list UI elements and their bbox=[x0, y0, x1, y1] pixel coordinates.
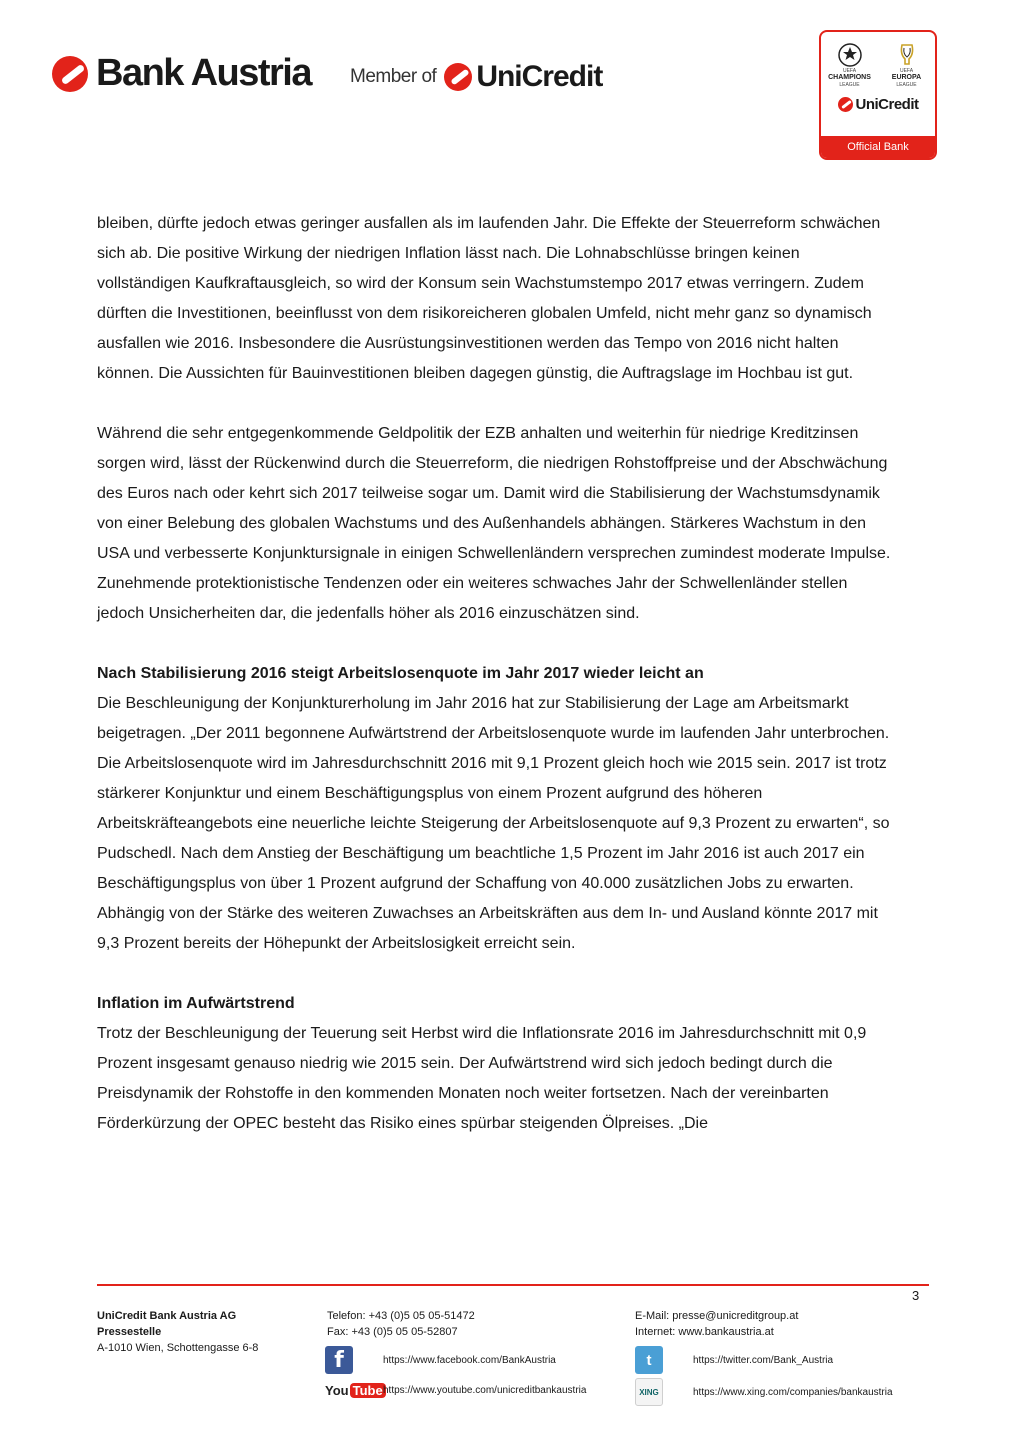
twitter-link[interactable] bbox=[635, 1346, 833, 1374]
internet: Internet: www.bankaustria.at bbox=[635, 1326, 774, 1338]
page-header bbox=[0, 0, 1018, 180]
member-of-unicredit bbox=[350, 60, 602, 94]
europa-label: EUROPA bbox=[891, 74, 922, 81]
europa-league-logo bbox=[881, 42, 933, 88]
xing-link[interactable] bbox=[635, 1378, 893, 1406]
paragraph: bleiben, dürfte jedoch etwas geringer ausfallen als im laufenden Jahr. Die Effekte der Steuerreform schwächen sich ab. Die positive Wirkung der niedrigen Inflation lässt nach. Die Lohnabschlüsse bringen keinen vollständigen Kaufkraftausgleich, so wird der Konsum sein Wachstumstempo 2017 etwas verringern. Zudem dürften die Investitionen, beeinflusst von dem risikoreicheren globalen Umfeld, nicht mehr ganz so dynamisch ausfallen wie 2016. Insbesondere die Ausrüstungsinvestitionen werden das Tempo von 2016 nicht halten können. Die Aussichten für Bauinvestitionen bleiben dagegen günstig, die Auftragslage im Hochbau ist gut. bbox=[97, 215, 881, 382]
xing-icon[interactable]: XING bbox=[635, 1378, 663, 1406]
youtube-url[interactable]: https://www.youtube.com/unicreditbankaustria bbox=[383, 1384, 587, 1396]
footer-divider bbox=[97, 1284, 929, 1286]
youtube-link[interactable] bbox=[325, 1379, 586, 1401]
paragraph: Während die sehr entgegenkommende Geldpolitik der EZB anhalten und weiterhin für niedrige Kreditzinsen sorgen wird, lässt der Rückenwind durch die Steuerreform, die niedrigen Rohstoffpreise und der Abschwächung des Euros nach oder kehrt sich 2017 teilweise sogar um. Damit wird die Stabilisierung der Wachstumsdynamik von einer Belebung des globalen Wachstums und des Außenhandels abhängen. Stärkeres Wachstum in den USA und verbesserte Konjunktursignale in einigen Schwellenländern versprechen zumindest moderate Impulse. Zunehmende protektionistische Tendenzen oder ein weiteres schwaches Jahr der Schwellenländer stellen jedoch Unsicherheiten dar, die jedenfalls höher als 2016 einzuschätzen sind. bbox=[97, 425, 891, 622]
footer-contact bbox=[635, 1308, 798, 1340]
unicredit-logo-icon bbox=[838, 97, 853, 112]
brand-name: Bank Austria bbox=[96, 52, 311, 94]
footer-phone bbox=[327, 1308, 475, 1340]
facebook-icon[interactable]: f bbox=[325, 1346, 353, 1374]
starball-icon bbox=[837, 42, 863, 68]
uefa-label: UEFA bbox=[842, 68, 857, 74]
page-number: 3 bbox=[912, 1288, 920, 1303]
unicredit-logo-icon bbox=[52, 56, 88, 92]
champions-league-logo bbox=[824, 42, 876, 88]
twitter-icon[interactable]: t bbox=[635, 1346, 663, 1374]
address: A-1010 Wien, Schottengasse 6-8 bbox=[97, 1342, 259, 1354]
league-label: LEAGUE bbox=[896, 82, 917, 88]
youtube-you: You bbox=[325, 1382, 349, 1398]
fax: Fax: +43 (0)5 05 05-52807 bbox=[327, 1326, 458, 1338]
youtube-tube: Tube bbox=[350, 1383, 386, 1398]
youtube-icon[interactable] bbox=[325, 1379, 383, 1401]
company-name: UniCredit Bank Austria AG bbox=[97, 1310, 237, 1322]
twitter-url[interactable]: https://twitter.com/Bank_Austria bbox=[693, 1354, 834, 1366]
badge-sponsor bbox=[821, 96, 935, 113]
department: Pressestelle bbox=[97, 1326, 162, 1338]
champions-label: CHAMPIONS bbox=[828, 74, 871, 81]
official-bank-label: Official Bank bbox=[821, 136, 935, 158]
section-heading: Nach Stabilisierung 2016 steigt Arbeitslosenquote im Jahr 2017 wieder leicht an bbox=[97, 665, 704, 682]
facebook-url[interactable]: https://www.facebook.com/BankAustria bbox=[383, 1354, 556, 1366]
section-heading: Inflation im Aufwärtstrend bbox=[97, 995, 295, 1012]
league-label: LEAGUE bbox=[839, 82, 860, 88]
bank-austria-logo bbox=[52, 52, 311, 95]
official-bank-badge bbox=[819, 30, 937, 160]
member-of-label: Member of bbox=[350, 66, 437, 87]
paragraph: Trotz der Beschleunigung der Teuerung seit Herbst wird die Inflationsrate 2016 im Jahresdurchschnitt mit 0,9 Prozent insgesamt genauso niedrig wie 2015 sein. Der Aufwärtstrend wird sich jedoch bedingt durch die Preisdynamik der Rohstoffe in den kommenden Monaten noch weiter fortsetzen. Nach der vereinbarten Förderkürzung der OPEC besteht das Risiko eines spürbar steigenden Ölpreises. „Die bbox=[97, 1025, 867, 1132]
xing-url[interactable]: https://www.xing.com/companies/bankaustria bbox=[693, 1386, 893, 1398]
sponsor-name: UniCredit bbox=[855, 96, 919, 113]
phone: Telefon: +43 (0)5 05 05-51472 bbox=[327, 1310, 475, 1322]
unicredit-logo-icon bbox=[444, 63, 472, 91]
member-name: UniCredit bbox=[476, 60, 603, 93]
paragraph: Die Beschleunigung der Konjunkturerholung im Jahr 2016 hat zur Stabilisierung der Lage am Arbeitsmarkt beigetragen. „Der 2011 begonnene Aufwärtstrend der Arbeitslosenquote wurde im laufenden Jahr unterbrochen. Die Arbeitslosenquote wird im Jahresdurchschnitt 2016 mit 9,1 Prozent gleich hoch wie 2015 sein. 2017 ist trotz stärkerer Konjunktur und einem Beschäftigungsplus von einem Prozent aufgrund des höheren Arbeitskräfteangebots eine neuerliche leichte Steigerung der Arbeitslosenquote auf 9,3 Prozent zu erwarten“, so Pudschedl. Nach dem Anstieg der Beschäftigung um beachtliche 1,5 Prozent im Jahr 2016 ist auch 2017 ein Beschäftigungsplus von über 1 Prozent aufgrund der Schaffung von 40.000 zusätzlichen Jobs zu erwarten. Abhängig von der Stärke des weiteren Zuwachses an Arbeitskräften aus dem In- und Ausland könnte 2017 mit 9,3 Prozent bereits der Höhepunkt der Arbeitslosigkeit erreicht sein. bbox=[97, 695, 890, 952]
footer-company bbox=[97, 1308, 258, 1356]
uefa-label: UEFA bbox=[899, 68, 914, 74]
facebook-link[interactable] bbox=[325, 1346, 556, 1374]
email: E-Mail: presse@unicreditgroup.at bbox=[635, 1310, 799, 1322]
trophy-icon bbox=[894, 42, 920, 68]
article-body bbox=[97, 209, 897, 1139]
